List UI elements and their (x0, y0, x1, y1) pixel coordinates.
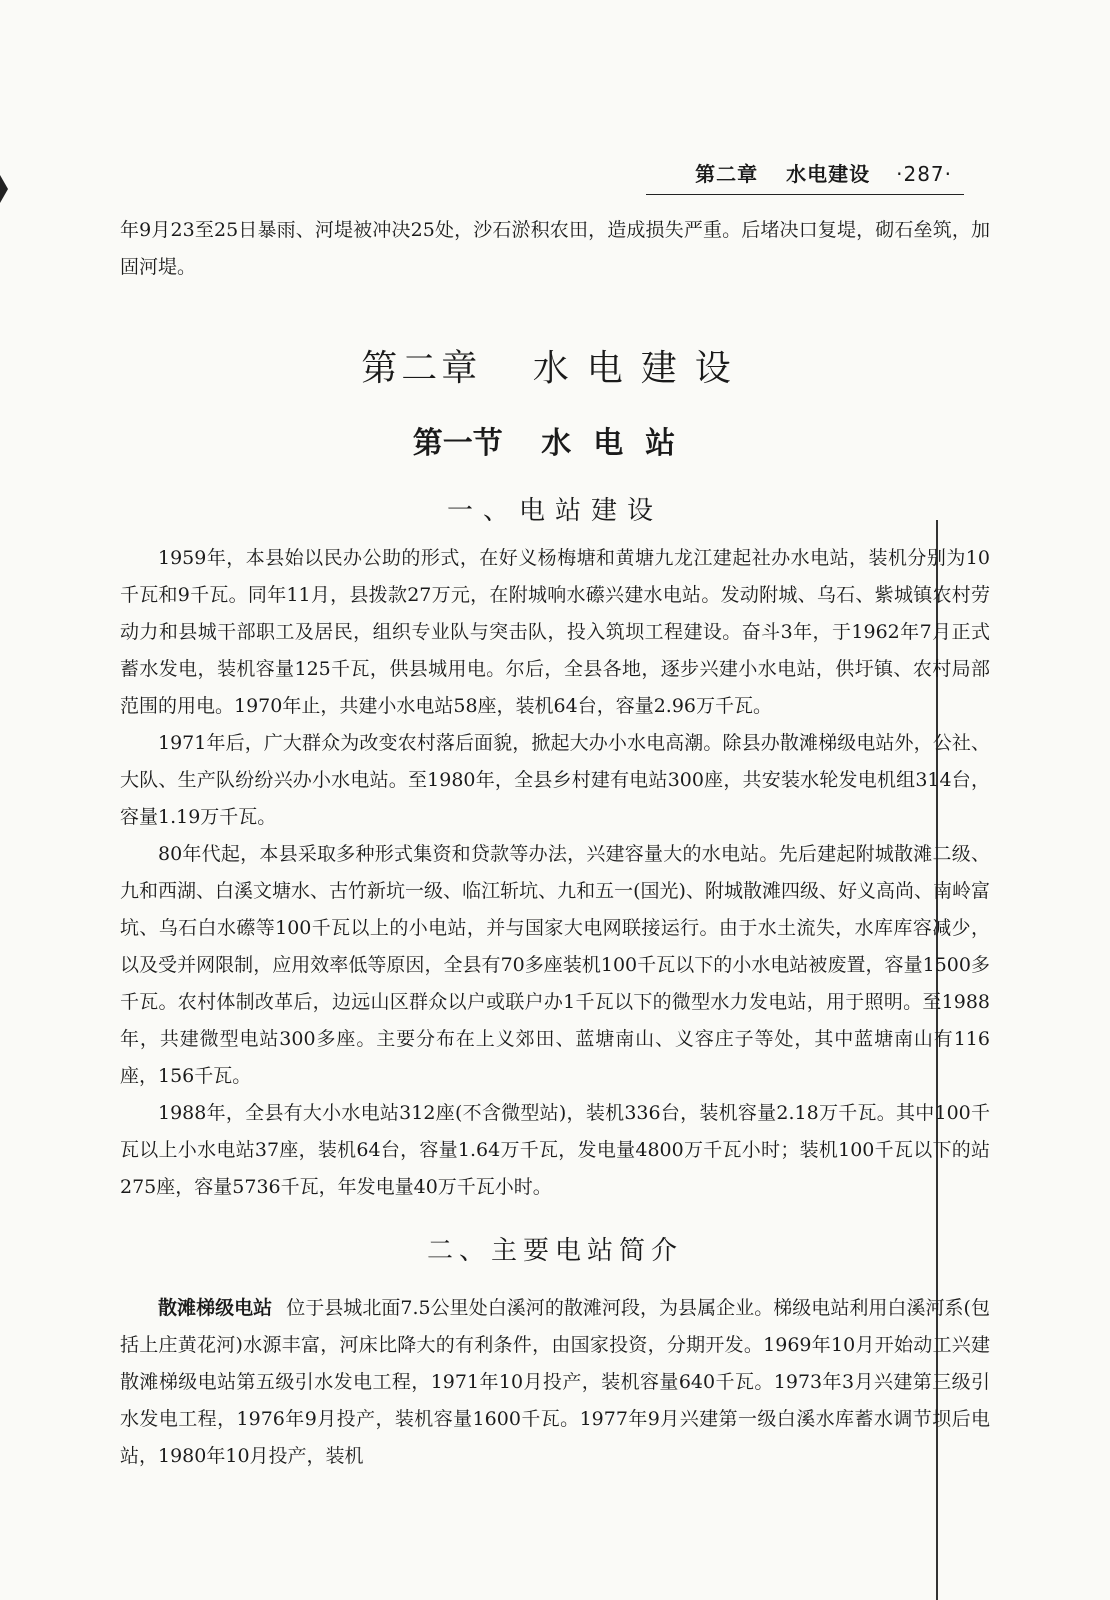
subsection-1-body (120, 540, 990, 1206)
paragraph: 80年代起，本县采取多种形式集资和贷款等办法，兴建容量大的水电站。先后建起附城散滩二级、九和西湖、白溪文塘水、古竹新坑一级、临江斩坑、九和五一(国光)、附城散滩四级、好义高尚、南岭富坑、乌石白水礤等100千瓦以上的小电站，并与国家大电网联接运行。由于水土流失，水库库容减少，以及受并网限制，应用效率低等原因，全县有70多座装机100千瓦以下的小水电站被废置，容量1500多千瓦。农村体制改革后，边远山区群众以户或联户办1千瓦以下的微型水力发电站，用于照明。至1988年，共建微型电站300多座。主要分布在上义郊田、蓝塘南山、义容庄子等处，其中蓝塘南山有116座，156千瓦。 (120, 843, 990, 1087)
paragraph: 1959年，本县始以民办公助的形式，在好义杨梅塘和黄塘九龙江建起社办水电站，装机分别为10千瓦和9千瓦。同年11月，县拨款27万元，在附城响水礤兴建水电站。发动附城、乌石、紫城镇农村劳动力和县城干部职工及居民，组织专业队与突击队，投入筑坝工程建设。奋斗3年，于1962年7月正式蓄水发电，装机容量125千瓦，供县城用电。尔后，全县各地，逐步兴建小水电站，供圩镇、农村局部范围的用电。1970年止，共建小水电站58座，装机64台，容量2.96万千瓦。 (120, 547, 990, 717)
chapter-name: 水电建设 (532, 348, 749, 389)
station-paragraph (120, 1290, 990, 1475)
subsection-heading-2: 二、主要电站简介 (426, 1236, 683, 1266)
chapter-number: 第二章 (361, 348, 482, 389)
chapter-heading (0, 340, 1110, 391)
section-heading (0, 418, 1110, 462)
section-name: 水电站 (541, 426, 698, 461)
station-entry (120, 1290, 990, 1475)
continued-paragraph-block (120, 212, 990, 286)
station-name: 散滩梯级电站 (158, 1297, 273, 1319)
paragraph: 1988年，全县有大小水电站312座(不含微型站)，装机336台，装机容量2.18万千瓦。其中100千瓦以上小水电站37座，装机64台，容量1.64万千瓦，发电量4800万千瓦小时；装机100千瓦以下的站275座，容量5736千瓦，年发电量40万千瓦小时。 (120, 1102, 990, 1198)
station-description: 位于县城北面7.5公里处白溪河的散滩河段，为县属企业。梯级电站利用白溪河系(包括上庄黄花河)水源丰富，河床比降大的有利条件，由国家投资，分期开发。1969年10月开始动工兴建散滩梯级电站第五级引水发电工程，1971年10月投产，装机容量640千瓦。1973年3月兴建第三级引水发电工程，1976年9月投产，装机容量1600千瓦。1977年9月兴建第一级白溪水库蓄水调节坝后电站，1980年10月投产，装机 (120, 1297, 990, 1467)
paragraph: 1971年后，广大群众为改变农村落后面貌，掀起大办小水电高潮。除县办散滩梯级电站外，公社、大队、生产队纷纷兴办小水电站。至1980年，全县乡村建有电站300座，共安装水轮发电机组314台，容量1.19万千瓦。 (120, 732, 990, 828)
header-title: 水电建设 (786, 162, 871, 186)
page-number: ·287· (896, 162, 952, 186)
continued-paragraph: 年9月23至25日暴雨、河堤被冲决25处，沙石淤积农田，造成损失严重。后堵决口复堤，砌石垒筑，加固河堤。 (120, 219, 990, 278)
running-header (646, 154, 964, 195)
section-number: 第一节 (412, 426, 503, 461)
scan-edge-mark (0, 175, 8, 203)
header-chapter: 第二章 (695, 162, 759, 186)
subsection-heading-1: 一、电站建设 (446, 496, 663, 526)
